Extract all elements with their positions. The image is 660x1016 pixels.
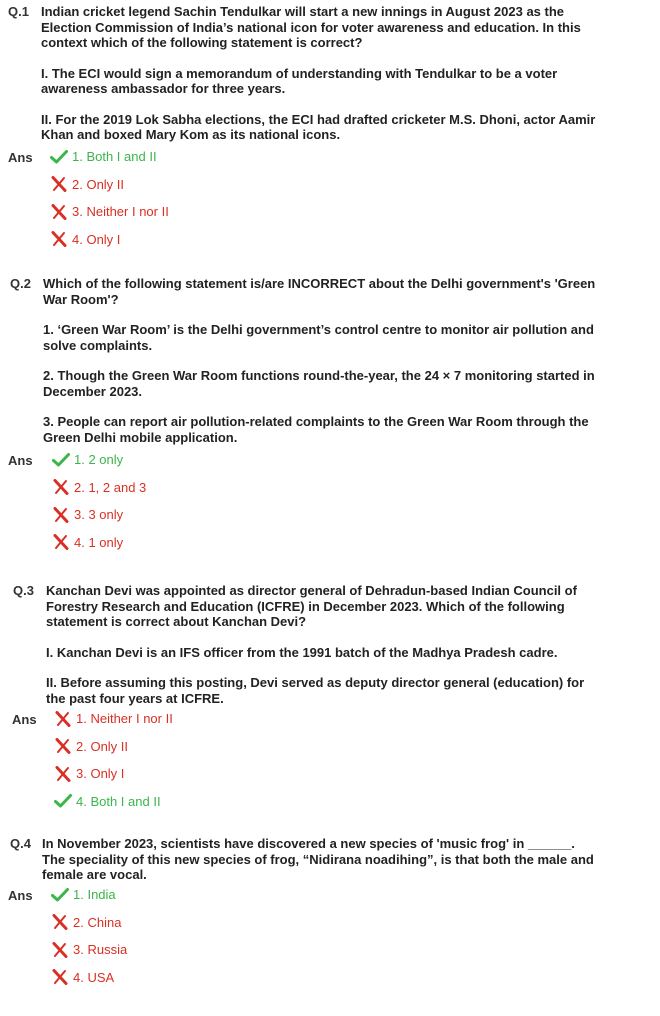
option-label: 1. Both I and II [72,149,157,165]
question-number: Q.4 [10,836,31,851]
option-label: 2. Only II [76,738,129,754]
cross-icon [54,738,72,754]
option-label: 4. USA [73,969,115,985]
answer-option[interactable] [51,964,127,992]
answer-option[interactable] [50,226,169,254]
option-label: 4. 1 only [74,534,124,550]
option-label: 1. 2 only [74,452,124,468]
answer-option[interactable] [51,909,127,937]
answer-option[interactable] [52,529,146,557]
answer-option[interactable] [50,143,169,171]
answer-option[interactable] [54,788,173,816]
answer-option[interactable] [52,446,146,474]
check-icon [51,887,69,903]
answer-option[interactable] [54,760,173,788]
statement-2: II. Before assuming this posting, Devi served as deputy director general (education) for the past four years at ICFRE. [46,675,585,706]
answer-option[interactable] [52,501,146,529]
cross-icon [51,914,69,930]
option-label: 4. Only I [72,231,121,247]
options-list [52,446,146,556]
cross-icon [50,176,68,192]
ans-label: Ans [8,150,33,165]
option-label: 2. 1, 2 and 3 [74,479,147,495]
question-stem: In November 2023, scientists have discovered a new species of 'music frog' in ______. The speciality of this new species of frog, “Nidirana noadihing”, is that both the male and female are vocal. [42,836,594,882]
question-stem: Which of the following statement is/are INCORRECT about the Delhi government's 'Green War Room'? [43,276,596,307]
statement-1: I. Kanchan Devi is an IFS officer from the 1991 batch of the Madhya Pradesh cadre. [46,644,558,660]
cross-icon [52,479,70,495]
option-label: 3. Only I [76,766,125,782]
cross-icon [52,534,70,550]
ans-label: Ans [12,712,37,727]
question-text [41,4,601,143]
cross-icon [51,942,69,958]
question-stem: Indian cricket legend Sachin Tendulkar will start a new innings in August 2023 as the Election Commission of India’s national icon for voter awareness and education. In this context which of the following statement is correct? [41,4,581,50]
answer-option[interactable] [51,881,127,909]
cross-icon [51,969,69,985]
statement-2: 2. Though the Green War Room functions round-the-year, the 24 × 7 monitoring started in December 2023. [43,368,595,399]
check-icon [52,452,70,468]
options-list [54,705,173,815]
statement-3: 3. People can report air pollution-related complaints to the Green War Room through the Green Delhi mobile application. [43,414,589,445]
check-icon [54,793,72,809]
answer-option[interactable] [54,705,173,733]
option-label: 2. Only II [72,176,125,192]
question-number: Q.1 [8,4,29,19]
option-label: 3. 3 only [74,507,124,523]
option-label: 3. Russia [73,942,128,958]
statement-1: 1. ‘Green War Room’ is the Delhi government’s control centre to monitor air pollution and solve complaints. [43,322,594,353]
options-list [50,143,169,253]
option-label: 1. Neither I nor II [76,711,173,727]
answer-option[interactable] [54,733,173,761]
statement-2: II. For the 2019 Lok Sabha elections, the ECI had drafted cricketer M.S. Dhoni, actor Aamir Khan and boxed Mary Kom as its national icons. [41,111,596,142]
ans-label: Ans [8,453,33,468]
answer-option[interactable] [50,198,169,226]
cross-icon [54,766,72,782]
option-label: 1. India [73,887,116,903]
answer-option[interactable] [52,474,146,502]
option-label: 4. Both I and II [76,793,161,809]
ans-label: Ans [8,888,33,903]
answer-option[interactable] [51,936,127,964]
option-label: 3. Neither I nor II [72,204,169,220]
cross-icon [50,204,68,220]
question-text [43,276,603,445]
statement-1: I. The ECI would sign a memorandum of understanding with Tendulkar to be a voter awareness ambassador for three years. [41,65,558,96]
answer-option[interactable] [50,171,169,199]
cross-icon [54,711,72,727]
question-number: Q.2 [10,276,31,291]
question-stem: Kanchan Devi was appointed as director general of Dehradun-based Indian Council of Forestry Research and Education (ICFRE) in December 2023. Which of the following statement is correct about Kanchan Devi? [46,583,577,629]
cross-icon [50,231,68,247]
option-label: 2. China [73,914,122,930]
question-text [42,836,597,883]
check-icon [50,149,68,165]
question-number: Q.3 [13,583,34,598]
question-text [46,583,606,706]
options-list [51,881,127,991]
cross-icon [52,507,70,523]
